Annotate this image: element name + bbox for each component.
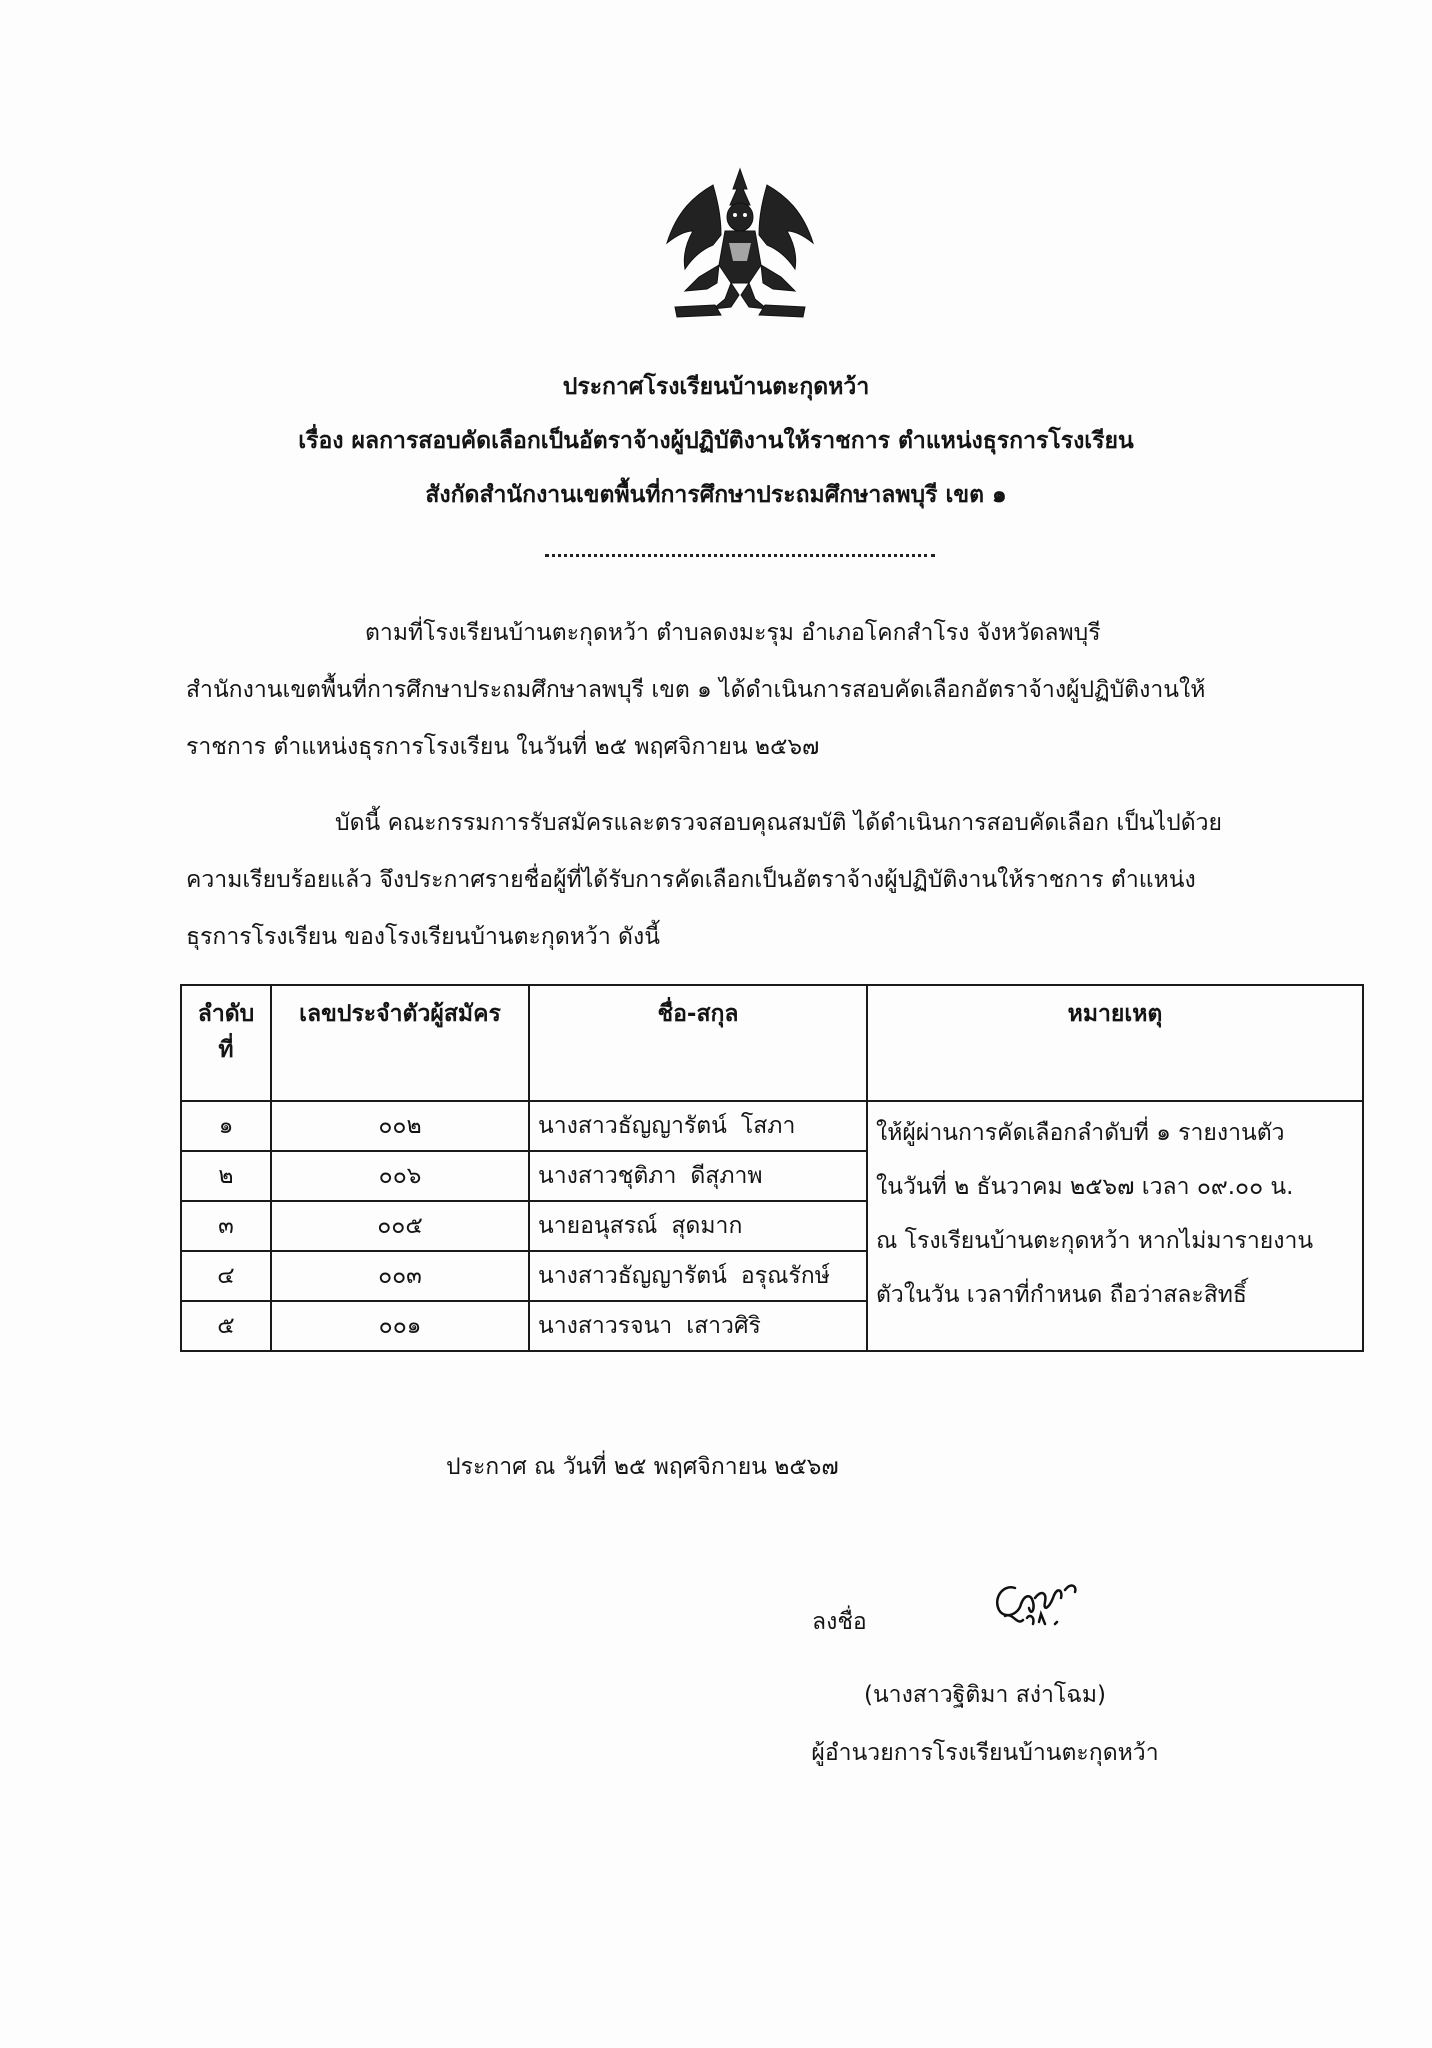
cell-order-no: ๕ — [181, 1301, 271, 1351]
cell-applicant-id: ๐๐๕ — [271, 1201, 529, 1251]
last-name: เสาวศิริ — [686, 1313, 761, 1339]
cell-full-name — [529, 1201, 867, 1251]
paragraph-2-line-1: บัดนี้ คณะกรรมการรับสมัครและตรวจสอบคุณสมบัติ ได้ดำเนินการสอบคัดเลือก เป็นไปด้วย — [335, 810, 1223, 836]
cell-applicant-id: ๐๐๒ — [271, 1101, 529, 1151]
cell-order-no: ๒ — [181, 1151, 271, 1201]
handwritten-signature — [985, 1568, 1105, 1638]
cell-order-no: ๔ — [181, 1251, 271, 1301]
document-subject: เรื่อง ผลการสอบคัดเลือกเป็นอัตราจ้างผู้ปฏิบัติงานให้ราชการ ตำแหน่งธุรการโรงเรียน — [298, 428, 1134, 454]
remark-line: ให้ผู้ผ่านการคัดเลือกลำดับที่ ๑ รายงานตัว — [876, 1120, 1285, 1146]
first-name: นางสาวรจนา — [538, 1313, 673, 1339]
signer-position: ผู้อำนวยการโรงเรียนบ้านตะกุดหว้า — [811, 1740, 1159, 1766]
first-name: นางสาวธัญญารัตน์ — [538, 1113, 727, 1139]
signer-name: (นางสาวฐิติมา สง่าโฉม) — [863, 1682, 1107, 1708]
first-name: นายอนุสรณ์ — [538, 1213, 658, 1239]
cell-applicant-id: ๐๐๖ — [271, 1151, 529, 1201]
last-name: โสภา — [740, 1113, 796, 1139]
table-header-row — [181, 985, 1363, 1101]
dotted-divider — [545, 550, 935, 557]
last-name: อรุณรักษ์ — [740, 1263, 830, 1289]
last-name: สุดมาก — [671, 1213, 743, 1239]
cell-full-name — [529, 1301, 867, 1351]
paragraph-1-line-3: ราชการ ตำแหน่งธุรการโรงเรียน ในวันที่ ๒๕ พฤศจิกายน ๒๕๖๗ — [186, 734, 820, 760]
results-table — [180, 984, 1364, 1352]
cell-order-no: ๑ — [181, 1101, 271, 1151]
header-remark: หมายเหตุ — [867, 985, 1363, 1101]
signature-label: ลงชื่อ — [812, 1609, 867, 1635]
header-order-no — [181, 985, 271, 1101]
cell-order-no: ๓ — [181, 1201, 271, 1251]
header-applicant-id: เลขประจำตัวผู้สมัคร — [271, 985, 529, 1101]
remark-line: ในวันที่ ๒ ธันวาคม ๒๕๖๗ เวลา ๐๙.๐๐ น. — [876, 1174, 1294, 1200]
paragraph-1-line-1: ตามที่โรงเรียนบ้านตะกุดหว้า ตำบลดงมะรุม อำเภอโคกสำโรง จังหวัดลพบุรี — [365, 620, 1101, 646]
announcement-date: ประกาศ ณ วันที่ ๒๕ พฤศจิกายน ๒๕๖๗ — [446, 1454, 839, 1480]
paragraph-2-line-2: ความเรียบร้อยแล้ว จึงประกาศรายชื่อผู้ที่ได้รับการคัดเลือกเป็นอัตราจ้างผู้ปฏิบัติงานให้ราชการ ตำแหน่ง — [186, 867, 1196, 893]
header-full-name: ชื่อ-สกุล — [529, 985, 867, 1101]
header-order-no-line2: ที่ — [218, 1037, 234, 1063]
first-name: นางสาวธัญญารัตน์ — [538, 1263, 727, 1289]
garuda-emblem-icon — [655, 165, 825, 325]
cell-applicant-id: ๐๐๑ — [271, 1301, 529, 1351]
cell-full-name — [529, 1101, 867, 1151]
document-affiliation: สังกัดสำนักงานเขตพื้นที่การศึกษาประถมศึกษาลพบุรี เขต ๑ — [425, 482, 1007, 508]
cell-full-name — [529, 1251, 867, 1301]
cell-full-name — [529, 1151, 867, 1201]
table-row — [181, 1101, 1363, 1151]
last-name: ดีสุภาพ — [690, 1163, 763, 1189]
remark-line: ตัวในวัน เวลาที่กำหนด ถือว่าสละสิทธิ์ — [876, 1282, 1247, 1308]
cell-remark — [867, 1101, 1363, 1351]
paragraph-1-line-2: สำนักงานเขตพื้นที่การศึกษาประถมศึกษาลพบุรี เขต ๑ ได้ดำเนินการสอบคัดเลือกอัตราจ้างผู้ปฏิบัติงานให้ — [186, 677, 1206, 703]
remark-line: ณ โรงเรียนบ้านตะกุดหว้า หากไม่มารายงาน — [876, 1228, 1314, 1254]
document-title: ประกาศโรงเรียนบ้านตะกุดหว้า — [562, 374, 870, 400]
header-order-no-line1: ลำดับ — [197, 1001, 255, 1027]
paragraph-2-line-3: ธุรการโรงเรียน ของโรงเรียนบ้านตะกุดหว้า ดังนี้ — [186, 924, 660, 950]
first-name: นางสาวชุติภา — [538, 1163, 677, 1189]
cell-applicant-id: ๐๐๓ — [271, 1251, 529, 1301]
